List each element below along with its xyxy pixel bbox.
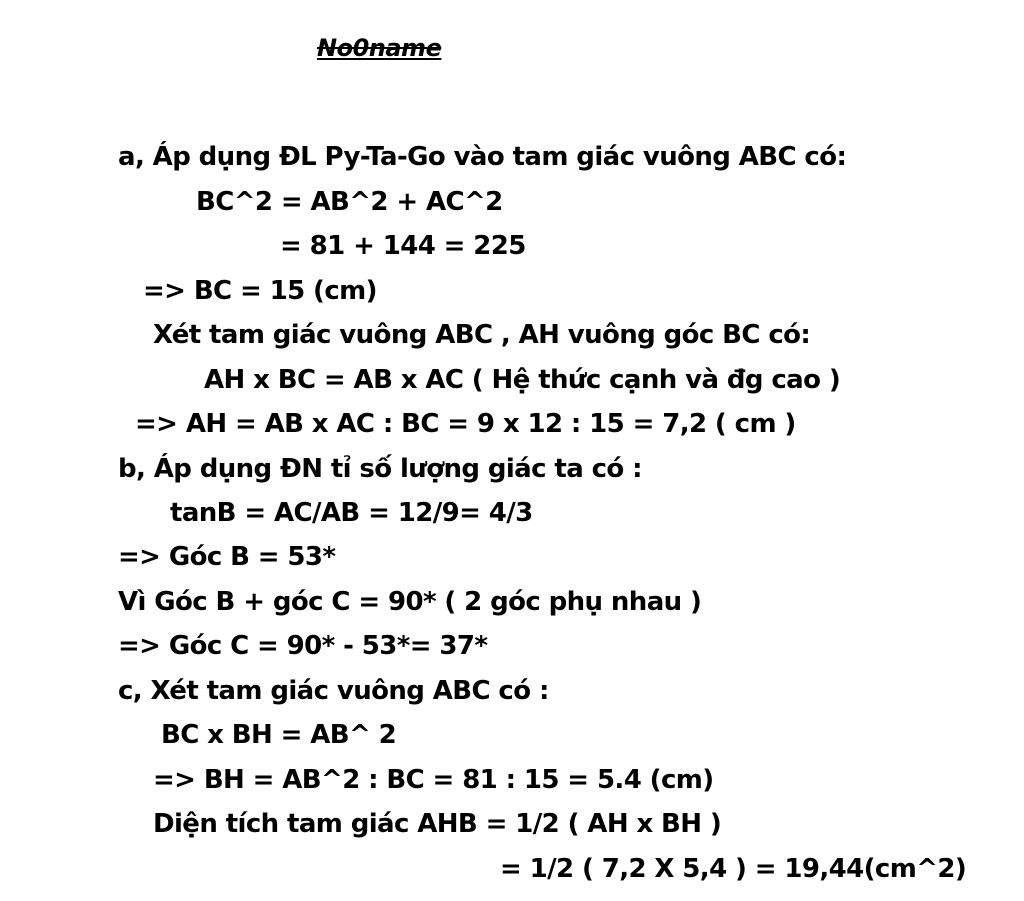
line-area-formula: Diện tích tam giác AHB = 1/2 ( AH x BH ) — [153, 809, 722, 839]
line-altitude-relation: AH x BC = AB x AC ( Hệ thức cạnh và đg cao ) — [204, 365, 841, 395]
line-ah-result: => AH = AB x AC : BC = 9 x 12 : 15 = 7,2 ( cm ) — [135, 409, 796, 439]
line-angle-c: => Góc C = 90* - 53*= 37* — [118, 631, 488, 661]
line-bc-bh-relation: BC x BH = AB^ 2 — [161, 720, 397, 750]
line-consider-triangle: Xét tam giác vuông ABC , AH vuông góc BC có: — [153, 320, 811, 350]
line-pythagoras-calc: = 81 + 144 = 225 — [280, 231, 526, 261]
line-tanb: tanB = AC/AB = 12/9= 4/3 — [170, 498, 533, 528]
line-bc-result: => BC = 15 (cm) — [143, 276, 377, 306]
line-part-a-intro: a, Áp dụng ĐL Py-Ta-Go vào tam giác vuông ABC có: — [118, 142, 847, 172]
line-part-b-intro: b, Áp dụng ĐN tỉ số lượng giác ta có : — [118, 454, 642, 484]
line-complementary-angles: Vì Góc B + góc C = 90* ( 2 góc phụ nhau ) — [118, 587, 702, 617]
author-title: No0name — [317, 34, 442, 62]
line-area-result: = 1/2 ( 7,2 X 5,4 ) = 19,44(cm^2) — [500, 854, 967, 884]
line-pythagoras-formula: BC^2 = AB^2 + AC^2 — [196, 187, 503, 217]
line-bh-result: => BH = AB^2 : BC = 81 : 15 = 5.4 (cm) — [153, 765, 714, 795]
line-part-c-intro: c, Xét tam giác vuông ABC có : — [118, 676, 549, 706]
line-angle-b: => Góc B = 53* — [118, 542, 336, 572]
